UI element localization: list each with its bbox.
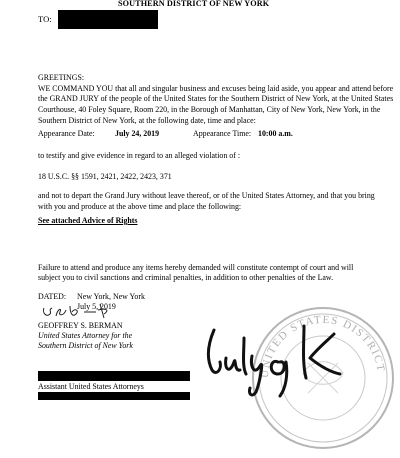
failure-line-2: subject you to civil sanctions and criminal penalties, in addition to other penalties of the Law. [38,273,334,282]
to-label: TO: [38,14,52,24]
redacted-recipient [58,10,158,29]
redacted-footer [38,392,190,400]
dated-date: July 5, 2019 [77,302,116,311]
handwritten-date [200,318,360,400]
appearance-time-label: Appearance Time: [193,129,252,138]
advice-of-rights-link: See attached Advice of Rights [38,216,138,225]
command-line-1: WE COMMAND YOU that all and singular business and excuses being laid aside, you appear and attend before [38,84,394,93]
greetings-label: GREETINGS: [38,73,85,82]
dated-place: New York, New York [77,292,145,301]
appearance-date-value: July 24, 2019 [115,129,160,138]
command-line-2: the GRAND JURY of the people of the United States for the Southern District of New York, at the United States [38,94,394,103]
command-line-3: Courthouse, 40 Foley Square, Room 220, in the Borough of Manhattan, City of New York, New York, in the [38,105,381,114]
svg-text:UNITED STATES DISTRICT COURT: UNITED STATES DISTRICT [258,313,387,379]
redacted-assistant-names [38,371,190,381]
signer-title-1: United States Attorney for the [38,331,133,340]
appearance-time-value: 10:00 a.m. [258,129,293,138]
assistant-attorneys-label: Assistant United States Attorneys [38,382,144,391]
failure-line-1: Failure to attend and produce any items hereby demanded will constitute contempt of court and will [38,263,354,272]
testify-text: to testify and give evidence in regard to an alleged violation of : [38,151,241,160]
depart-line-2: with you and produce at the above time and place the following: [38,202,242,211]
statute-citation: 18 U.S.C. §§ 1591, 2421, 2422, 2423, 371 [38,172,172,181]
dated-label: DATED: [38,292,67,301]
signer-title-2: Southern District of New York [38,341,133,350]
command-line-4: Southern District of New York, at the following date, time and place: [38,116,256,125]
court-header: SOUTHERN DISTRICT OF NEW YORK [118,0,270,8]
depart-line-1: and not to depart the Grand Jury without leave thereof, or of the United States Attorney, and that you bring [38,191,375,200]
signer-name: GEOFFREY S. BERMAN [38,321,123,330]
initials-signature [40,302,120,322]
appearance-date-label: Appearance Date: [38,129,95,138]
